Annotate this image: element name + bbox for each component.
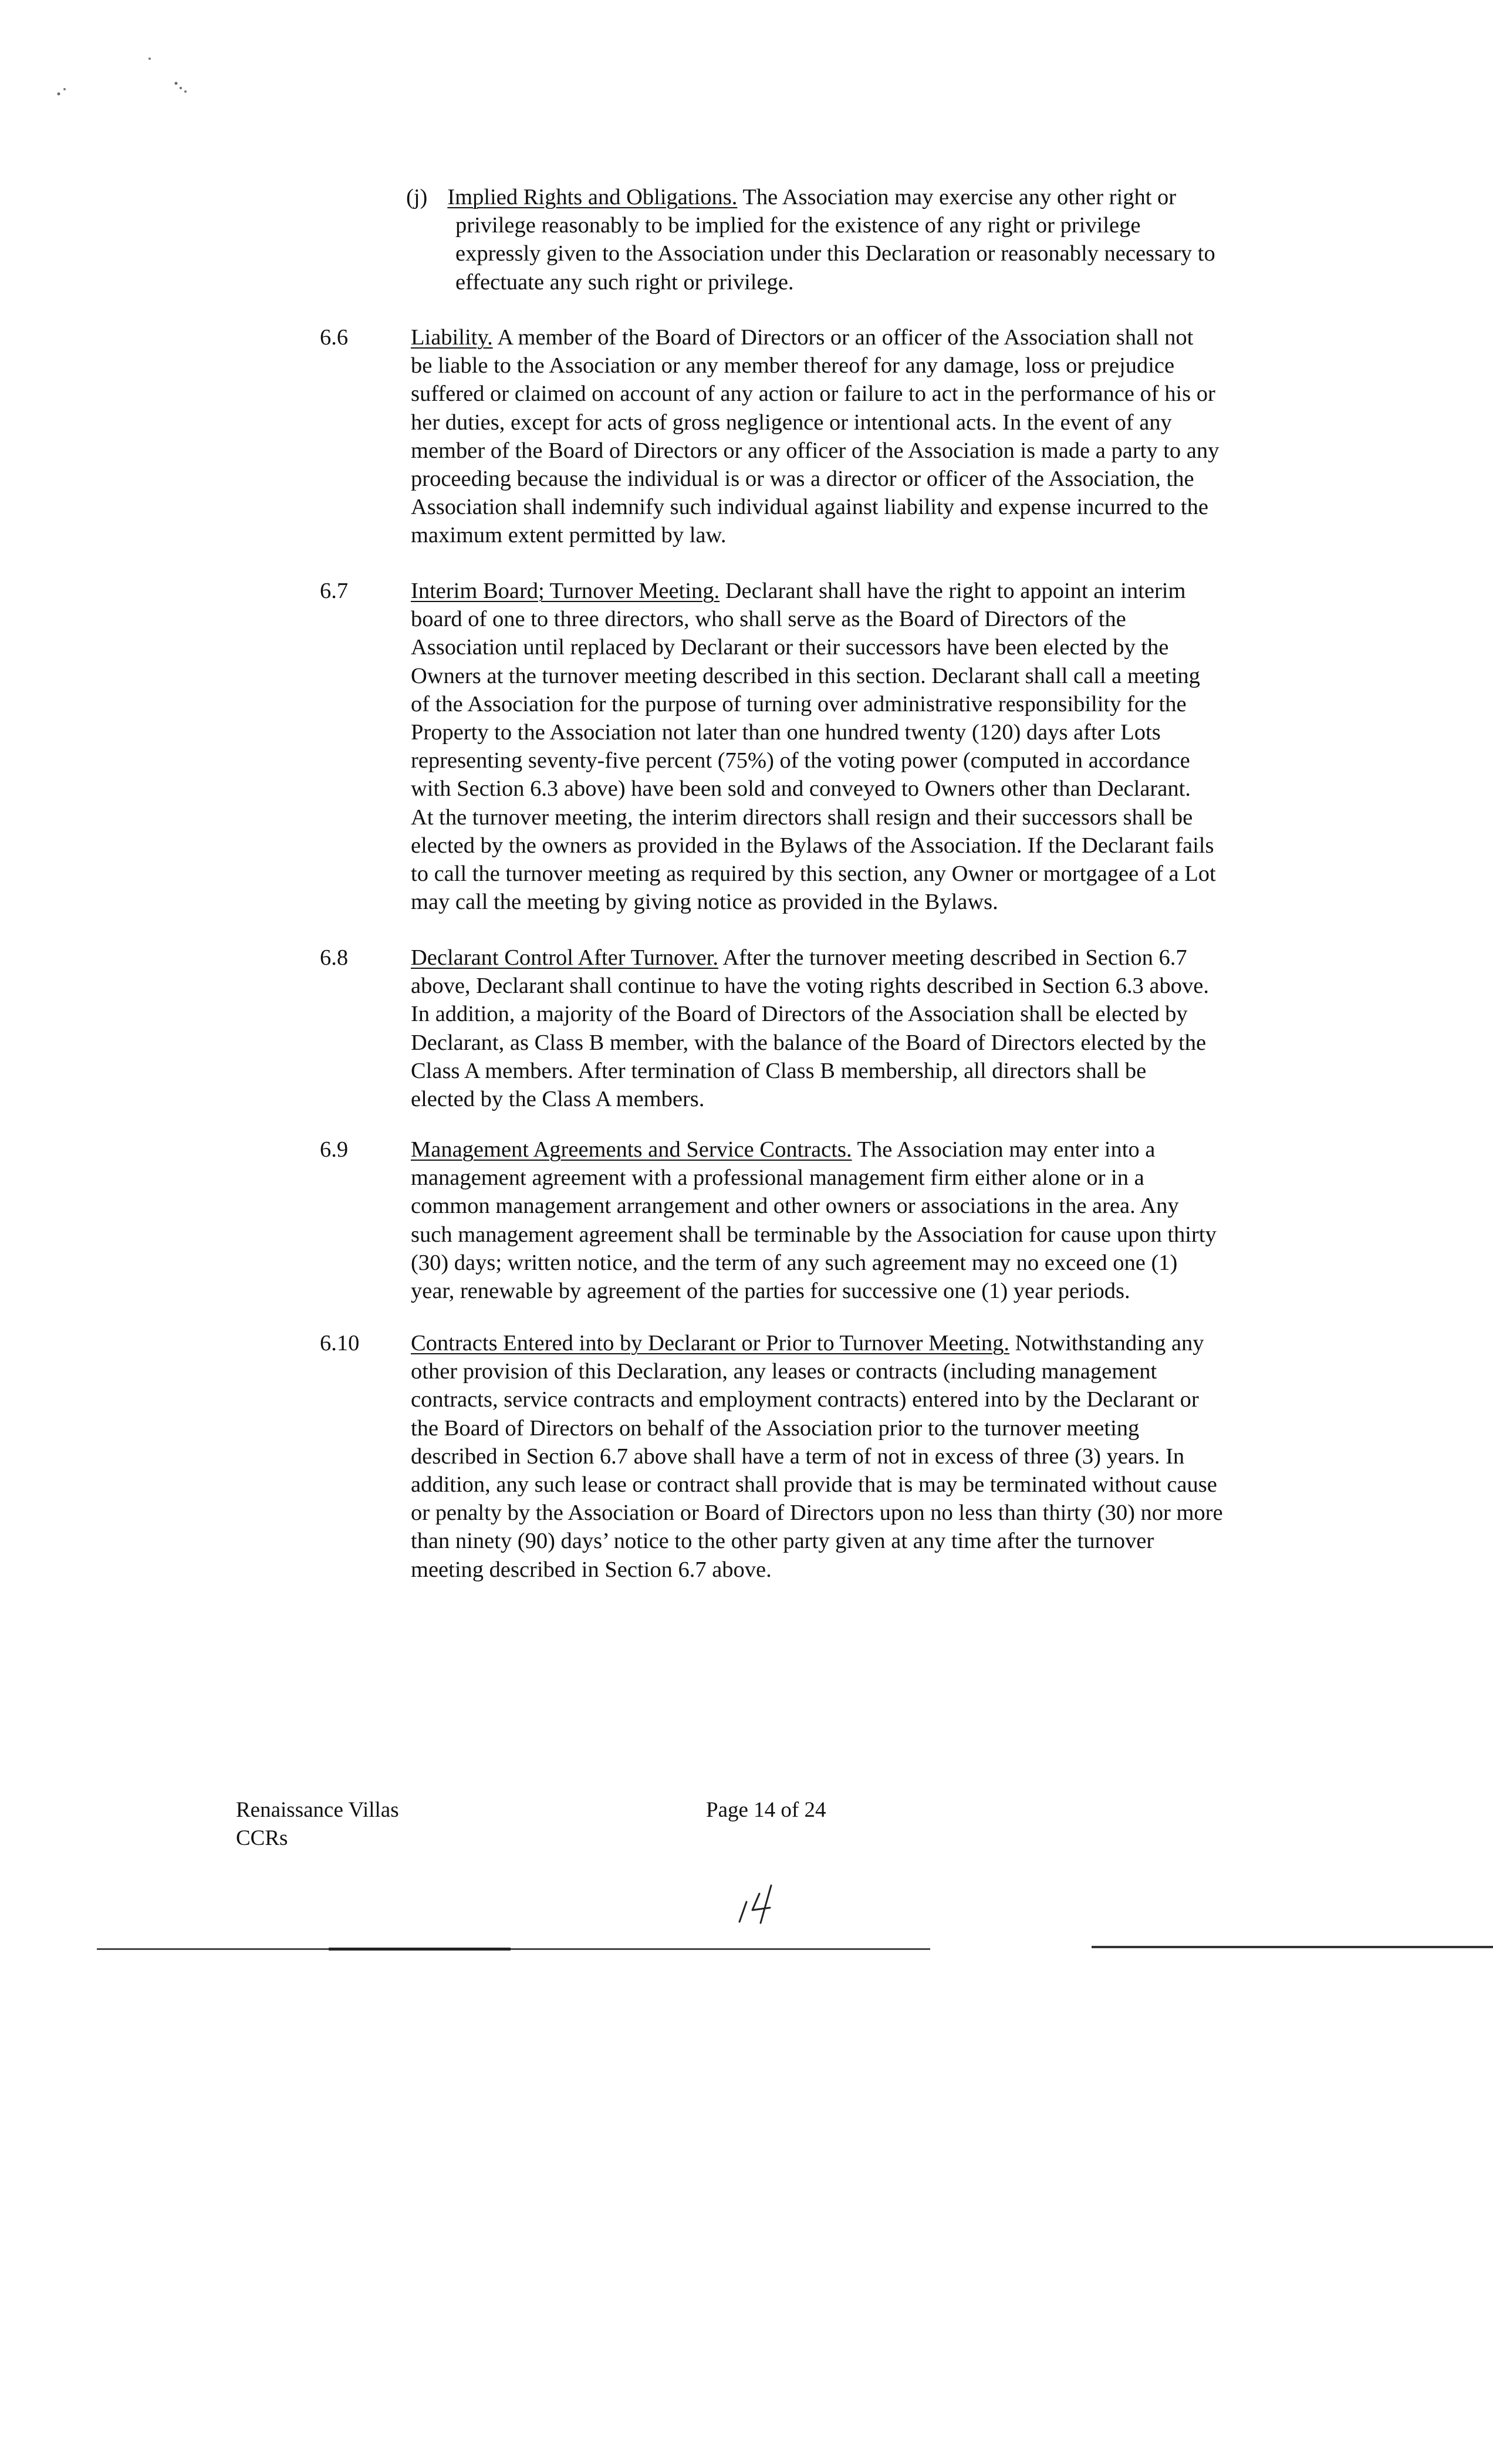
item-j-line: effectuate any such right or privilege. xyxy=(455,269,794,295)
item-j-line: privilege reasonably to be implied for the existence of any right or privilege xyxy=(455,213,1141,238)
scan-line-right xyxy=(1092,1946,1493,1948)
section-line: contracts, service contracts and employment contracts) entered into by the Declarant or xyxy=(411,1387,1199,1412)
section-line: elected by the Class A members. xyxy=(411,1087,705,1112)
section-line: At the turnover meeting, the interim directors shall resign and their successors shall be xyxy=(411,805,1193,830)
scan-line-left xyxy=(97,1948,930,1950)
section-paragraph xyxy=(411,323,1362,550)
section-heading: Management Agreements and Service Contracts. xyxy=(411,1137,852,1162)
section-line: maximum extent permitted by law. xyxy=(411,523,727,548)
section-heading: Declarant Control After Turnover. xyxy=(411,945,718,970)
item-j-heading: Implied Rights and Obligations. xyxy=(447,185,738,209)
section-line: such management agreement shall be terminable by the Association for cause upon thirty xyxy=(411,1222,1217,1247)
item-j-paragraph xyxy=(406,183,1322,296)
footer-doc-name-line: CCRs xyxy=(236,1826,288,1850)
section-line: Association until replaced by Declarant or their successors have been elected by the xyxy=(411,635,1169,660)
section-line: described in Section 6.7 above shall have a term of not in excess of three (3) years. In xyxy=(411,1444,1185,1469)
section-line: Property to the Association not later than one hundred twenty (120) days after Lots xyxy=(411,720,1161,745)
section-line: suffered or claimed on account of any action or failure to act in the performance of his or xyxy=(411,381,1215,407)
section-line: addition, any such lease or contract shall provide that is may be terminated without cause xyxy=(411,1472,1217,1498)
section-line: representing seventy-five percent (75%) of the voting power (computed in accordance xyxy=(411,748,1190,773)
section-line: member of the Board of Directors or any officer of the Association is made a party to any xyxy=(411,438,1220,463)
scan-specks xyxy=(47,47,223,117)
footer-document-name xyxy=(236,1796,399,1853)
section-line: Notwithstanding any xyxy=(1009,1331,1204,1356)
section-line: Owners at the turnover meeting described in this section. Declarant shall call a meeting xyxy=(411,663,1200,688)
section-line: be liable to the Association or any member thereof for any damage, loss or prejudice xyxy=(411,353,1175,378)
handwritten-page-mark xyxy=(734,1881,786,1928)
section-line: elected by the owners as provided in the Bylaws of the Association. If the Declarant fails xyxy=(411,833,1214,858)
section-line: Association shall indemnify such individual against liability and expense incurred to the xyxy=(411,495,1208,520)
section-line: After the turnover meeting described in Section 6.7 xyxy=(718,945,1187,970)
section-number: 6.10 xyxy=(320,1331,360,1356)
section-line: proceeding because the individual is or was a director or officer of the Association, the xyxy=(411,467,1194,492)
section-line: management agreement with a professional management firm either alone or in a xyxy=(411,1165,1144,1191)
section-line: the Board of Directors on behalf of the Association prior to the turnover meeting xyxy=(411,1415,1140,1441)
section-heading: Interim Board; Turnover Meeting. xyxy=(411,579,720,603)
section-heading: Contracts Entered into by Declarant or Prior to Turnover Meeting. xyxy=(411,1331,1010,1356)
section-line: board of one to three directors, who shall serve as the Board of Directors of the xyxy=(411,607,1126,632)
section-line: (30) days; written notice, and the term of any such agreement may no exceed one (1) xyxy=(411,1250,1178,1275)
section-number: 6.6 xyxy=(320,325,349,350)
section-line: common management arrangement and other owners or associations in the area. Any xyxy=(411,1194,1179,1219)
section-paragraph xyxy=(411,1135,1362,1305)
section-line: A member of the Board of Directors or an officer of the Association shall not xyxy=(492,325,1194,350)
section-heading: Liability. xyxy=(411,325,493,350)
section-paragraph xyxy=(411,577,1362,916)
section-number: 6.9 xyxy=(320,1137,349,1162)
section-paragraph xyxy=(411,1329,1373,1584)
footer-page-number: Page 14 of 24 xyxy=(706,1798,826,1822)
section-line: Declarant shall have the right to appoint an interim xyxy=(720,579,1186,603)
section-line: above, Declarant shall continue to have the voting rights described in Section 6.3 above. xyxy=(411,974,1209,999)
item-j-line: expressly given to the Association under this Declaration or reasonably necessary to xyxy=(455,241,1215,266)
section-line: The Association may enter into a xyxy=(852,1137,1156,1162)
section-line: her duties, except for acts of gross negligence or intentional acts. In the event of any xyxy=(411,410,1172,435)
section-line: or penalty by the Association or Board of Directors upon no less than thirty (30) nor more xyxy=(411,1500,1223,1526)
section-line: Declarant, as Class B member, with the balance of the Board of Directors elected by the xyxy=(411,1030,1207,1055)
section-line: of the Association for the purpose of turning over administrative responsibility for the xyxy=(411,691,1187,716)
footer-doc-name-line: Renaissance Villas xyxy=(236,1798,399,1822)
section-line: to call the turnover meeting as required by this section, any Owner or mortgagee of a Lot xyxy=(411,861,1216,887)
section-line: meeting described in Section 6.7 above. xyxy=(411,1557,772,1582)
section-line: than ninety (90) days’ notice to the other party given at any time after the turnover xyxy=(411,1529,1154,1554)
scan-line-left-thick xyxy=(329,1948,511,1951)
item-j-line: The Association may exercise any other right or xyxy=(737,185,1177,209)
section-line: year, renewable by agreement of the parties for successive one (1) year periods. xyxy=(411,1279,1130,1304)
section-line: Class A members. After termination of Class B membership, all directors shall be xyxy=(411,1058,1147,1083)
section-line: may call the meeting by giving notice as provided in the Bylaws. xyxy=(411,890,998,915)
section-number: 6.8 xyxy=(320,945,349,970)
section-line: other provision of this Declaration, any leases or contracts (including management xyxy=(411,1359,1157,1384)
section-line: In addition, a majority of the Board of Directors of the Association shall be elected by xyxy=(411,1002,1188,1027)
section-number: 6.7 xyxy=(320,579,349,603)
section-line: with Section 6.3 above) have been sold and conveyed to Owners other than Declarant. xyxy=(411,776,1191,802)
item-j-marker: (j) xyxy=(406,185,428,209)
section-paragraph xyxy=(411,944,1362,1113)
